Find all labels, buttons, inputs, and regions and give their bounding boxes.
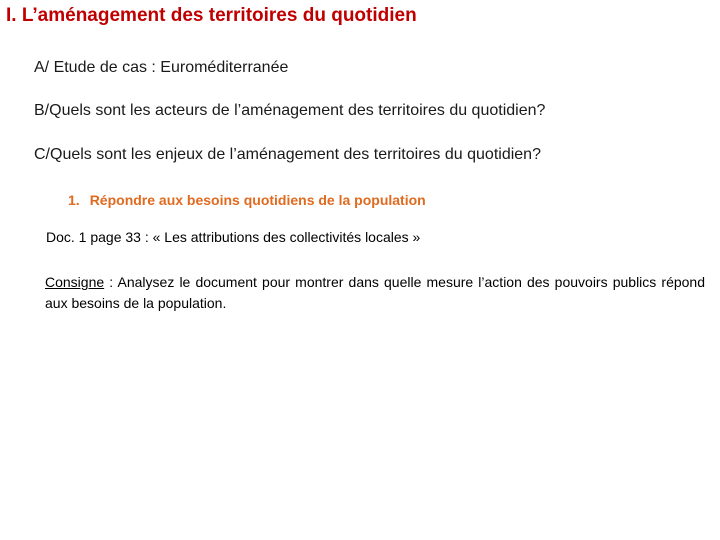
- instruction-separator: :: [104, 274, 118, 290]
- subpoint-number: 1.: [68, 192, 80, 208]
- instruction-paragraph: [45, 272, 705, 314]
- numbered-subpoint: [68, 192, 426, 208]
- subpoint-text: Répondre aux besoins quotidiens de la population: [89, 192, 426, 208]
- slide-title: I. L’aménagement des territoires du quotidien: [6, 5, 417, 26]
- section-a-heading: A/ Etude de cas : Euroméditerranée: [34, 59, 289, 76]
- instruction-label: Consigne: [45, 274, 105, 290]
- section-b-heading: B/Quels sont les acteurs de l’aménagement des territoires du quotidien?: [34, 102, 546, 119]
- section-c-heading: C/Quels sont les enjeux de l’aménagement des territoires du quotidien?: [34, 146, 541, 163]
- instruction-text: Analysez le document pour montrer dans quelle mesure l’action des pouvoirs publics répond aux besoins de la population.: [45, 274, 705, 311]
- document-reference: Doc. 1 page 33 : « Les attributions des collectivités locales »: [46, 229, 421, 245]
